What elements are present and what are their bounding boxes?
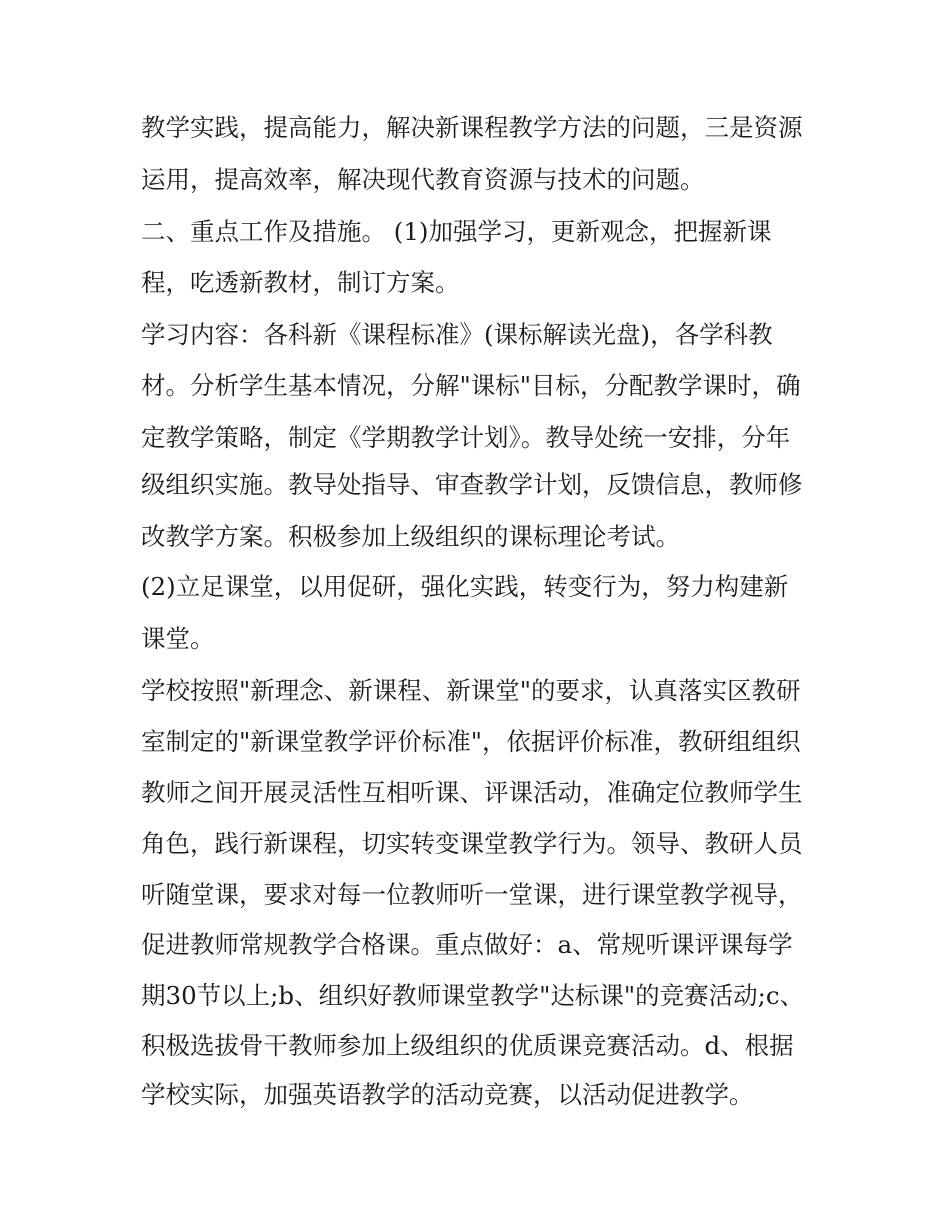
text-line: 改教学方案。积极参加上级组织的课标理论考试。: [141, 522, 680, 551]
text-line: 运用，提高效率，解决现代教育资源与技术的问题。: [141, 165, 705, 194]
text-line: 材。分析学生基本情况，分解"课标"目标，分配教学课时，确: [141, 371, 801, 400]
text-line: 学校实际，加强英语教学的活动竞赛，以活动促进教学。: [141, 1080, 754, 1109]
text-line: 教学实践，提高能力，解决新课程教学方法的问题，三是资源: [141, 113, 803, 142]
text-line: 室制定的"新课堂教学评价标准"，依据评价标准，教研组组织: [141, 727, 801, 756]
text-line: 学习内容：各科新《课程标准》(课标解读光盘)，各学科教: [141, 320, 773, 349]
text-line: (2)立足课堂，以用促研，强化实践，转变行为，努力构建新: [141, 572, 789, 601]
text-line: 课堂。: [141, 624, 215, 653]
text-line: 期30节以上;b、组织好教师课堂教学"达标课"的竞赛活动;c、: [141, 981, 805, 1010]
text-line: 学校按照"新理念、新课程、新课堂"的要求，认真落实区教研: [141, 676, 801, 705]
text-line: 二、重点工作及措施。 (1)加强学习，更新观念，把握新课: [141, 217, 772, 246]
text-line: 促进教师常规教学合格课。重点做好：a、常规听课评课每学: [141, 930, 793, 959]
text-line: 角色，践行新课程，切实转变课堂教学行为。领导、教研人员: [141, 829, 803, 858]
text-line: 级组织实施。教导处指导、审查教学计划，反馈信息，教师修: [141, 470, 803, 499]
text-line: 程，吃透新教材，制订方案。: [141, 268, 460, 297]
text-line: 听随堂课，要求对每一位教师听一堂课，进行课堂教学视导，: [141, 880, 803, 909]
text-line: 定教学策略，制定《学期教学计划》。教导处统一安排，分年: [141, 423, 791, 452]
text-line: 教师之间开展灵活性互相听课、评课活动，准确定位教师学生: [141, 778, 803, 807]
text-line: 积极选拔骨干教师参加上级组织的优质课竞赛活动。d、根据: [141, 1031, 794, 1060]
